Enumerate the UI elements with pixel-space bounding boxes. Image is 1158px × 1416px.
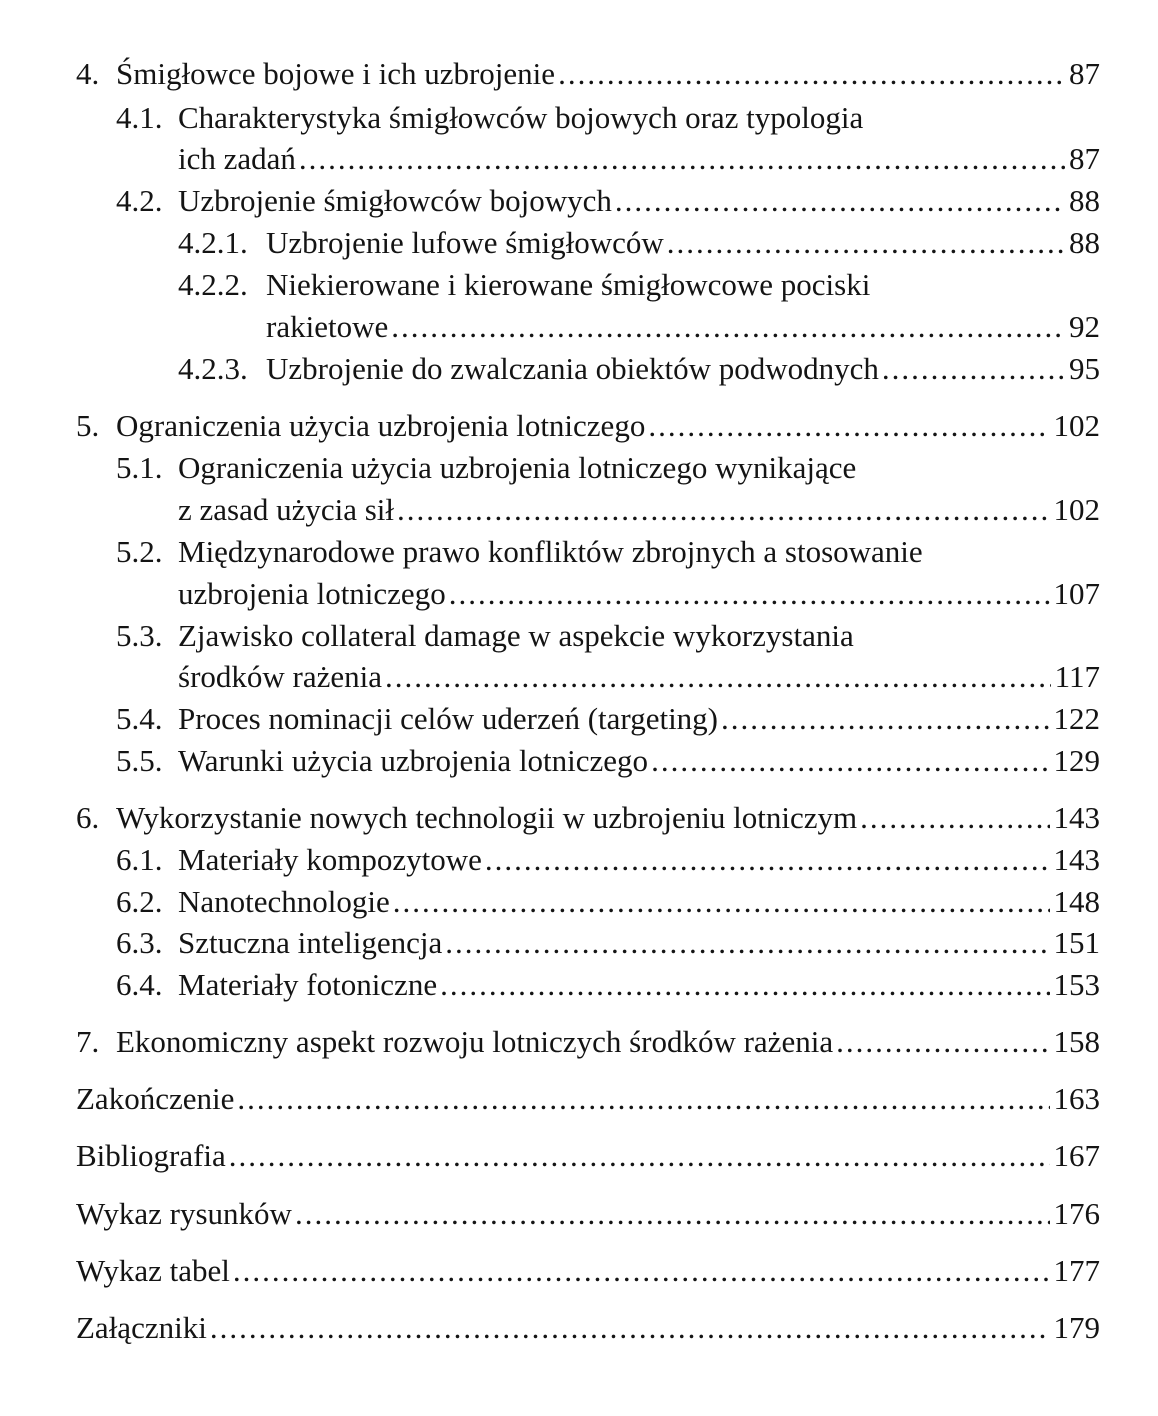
- toc-number: 6.4.: [116, 967, 163, 1002]
- toc-entry-conclusion[interactable]: [76, 1079, 1100, 1119]
- toc-number: 5.1.: [116, 450, 163, 485]
- toc-number: 4.2.3.: [178, 351, 248, 386]
- toc-title-line-1: Ograniczenia użycia uzbrojenia lotniczego wynikające: [178, 450, 857, 485]
- toc-page-number: 102: [1053, 408, 1100, 443]
- dot-leader: [445, 923, 1049, 963]
- toc-title: Uzbrojenie śmigłowców bojowych: [178, 183, 612, 218]
- toc-entry-5[interactable]: [76, 406, 1100, 446]
- toc-page-number: 163: [1053, 1081, 1100, 1116]
- toc-page-number: 88: [1069, 183, 1100, 218]
- toc-title: Nanotechnologie: [178, 884, 390, 919]
- toc-entry-4-2-1[interactable]: [178, 223, 1100, 263]
- toc-entry-4-2-2-first-line[interactable]: [178, 265, 870, 305]
- toc-title: Śmigłowce bojowe i ich uzbrojenie: [116, 56, 556, 91]
- toc-page-number: 107: [1053, 576, 1100, 611]
- toc-title: Proces nominacji celów uderzeń (targeting): [178, 701, 719, 736]
- toc-entry-4-2-2[interactable]: [266, 307, 1100, 347]
- toc-title-line-1: Międzynarodowe prawo konfliktów zbrojnych a stosowanie: [178, 534, 923, 569]
- toc-number: 7.: [76, 1024, 100, 1059]
- dot-leader: [558, 54, 1065, 94]
- toc-page-number: 158: [1053, 1024, 1100, 1059]
- dot-leader: [393, 882, 1050, 922]
- toc-entry-7[interactable]: [76, 1022, 1100, 1062]
- toc-number: 4.2.1.: [178, 225, 248, 260]
- toc-number: 5.3.: [116, 618, 163, 653]
- dot-leader: [385, 657, 1051, 697]
- toc-entry-5-2-first-line[interactable]: [116, 532, 923, 572]
- dot-leader: [397, 490, 1049, 530]
- toc-title: Wykaz tabel: [76, 1253, 230, 1288]
- dot-leader: [233, 1251, 1050, 1291]
- dot-leader: [882, 349, 1065, 389]
- dot-leader: [485, 840, 1050, 880]
- dot-leader: [237, 1079, 1049, 1119]
- toc-number: 5.5.: [116, 743, 163, 778]
- toc-title-line-1: Niekierowane i kierowane śmigłowcowe pociski: [266, 267, 871, 302]
- dot-leader: [648, 406, 1049, 446]
- toc-number: 4.2.2.: [178, 267, 248, 302]
- toc-page-number: 117: [1054, 659, 1100, 694]
- dot-leader: [615, 181, 1065, 221]
- toc-entry-list-of-tables[interactable]: [76, 1251, 1100, 1291]
- toc-number: 5.4.: [116, 701, 163, 736]
- toc-number: 6.2.: [116, 884, 163, 919]
- toc-page-number: 87: [1069, 56, 1100, 91]
- dot-leader: [667, 223, 1065, 263]
- dot-leader: [440, 965, 1049, 1005]
- toc-entry-5-1[interactable]: [178, 490, 1100, 530]
- toc-number: 4.2.: [116, 183, 163, 218]
- toc-entry-6[interactable]: [76, 798, 1100, 838]
- dot-leader: [295, 1194, 1050, 1234]
- toc-title: Ekonomiczny aspekt rozwoju lotniczych środków rażenia: [116, 1024, 834, 1059]
- toc-number: 4.: [76, 56, 100, 91]
- dot-leader: [651, 741, 1049, 781]
- toc-page-number: 151: [1053, 925, 1100, 960]
- toc-page-number: 176: [1053, 1196, 1100, 1231]
- dot-leader: [836, 1022, 1049, 1062]
- toc-number: 4.1.: [116, 100, 163, 135]
- dot-leader: [721, 699, 1049, 739]
- toc-title: Wykaz rysunków: [76, 1196, 292, 1231]
- dot-leader: [299, 139, 1065, 179]
- toc-entry-5-2[interactable]: [178, 574, 1100, 614]
- toc-page-number: 153: [1053, 967, 1100, 1002]
- toc-page-number: 88: [1069, 225, 1100, 260]
- toc-title: Materiały fotoniczne: [178, 967, 438, 1002]
- toc-number: 5.: [76, 408, 100, 443]
- toc-entry-4-2[interactable]: [116, 181, 1100, 221]
- toc-entry-4-1[interactable]: [178, 139, 1100, 179]
- toc-entry-5-3[interactable]: [178, 657, 1100, 697]
- toc-title: z zasad użycia sił: [178, 492, 395, 527]
- toc-title: rakietowe: [266, 309, 389, 344]
- dot-leader: [210, 1308, 1050, 1348]
- toc-title: Warunki użycia uzbrojenia lotniczego: [178, 743, 649, 778]
- toc-page-number: 87: [1069, 141, 1100, 176]
- toc-title-line-1: Charakterystyka śmigłowców bojowych oraz typologia: [178, 100, 864, 135]
- toc-title: Uzbrojenie do zwalczania obiektów podwodnych: [266, 351, 879, 386]
- toc-page-number: 129: [1053, 743, 1100, 778]
- toc-page-number: 102: [1053, 492, 1100, 527]
- toc-entry-5-5[interactable]: [116, 741, 1100, 781]
- toc-entry-bibliography[interactable]: [76, 1136, 1100, 1176]
- toc-title: Zakończenie: [76, 1081, 235, 1116]
- toc-title: Ograniczenia użycia uzbrojenia lotniczego: [116, 408, 646, 443]
- toc-title: Wykorzystanie nowych technologii w uzbrojeniu lotniczym: [116, 800, 858, 835]
- toc-entry-6-2[interactable]: [116, 882, 1100, 922]
- toc-entry-5-1-first-line[interactable]: [116, 448, 856, 488]
- toc-page-number: 92: [1069, 309, 1100, 344]
- toc-title: ich zadań: [178, 141, 296, 176]
- toc-title: środków rażenia: [178, 659, 382, 694]
- toc-title: Materiały kompozytowe: [178, 842, 482, 877]
- toc-entry-4[interactable]: [76, 54, 1100, 94]
- dot-leader: [391, 307, 1065, 347]
- toc-entry-appendices[interactable]: [76, 1308, 1100, 1348]
- toc-entry-5-4[interactable]: [116, 699, 1100, 739]
- toc-title: Bibliografia: [76, 1138, 226, 1173]
- toc-entry-list-of-figures[interactable]: [76, 1194, 1100, 1234]
- toc-entry-4-2-3[interactable]: [178, 349, 1100, 389]
- toc-title: Załączniki: [76, 1310, 207, 1345]
- toc-number: 5.2.: [116, 534, 163, 569]
- toc-page-number: 179: [1053, 1310, 1100, 1345]
- toc-entry-6-3[interactable]: [116, 923, 1100, 963]
- dot-leader: [860, 798, 1049, 838]
- toc-page-number: 177: [1053, 1253, 1100, 1288]
- toc-title: Sztuczna inteligencja: [178, 925, 443, 960]
- toc-entry-5-3-first-line[interactable]: [116, 616, 854, 656]
- toc-entry-6-4[interactable]: [116, 965, 1100, 1005]
- toc-page-number: 167: [1053, 1138, 1100, 1173]
- toc-number: 6.: [76, 800, 100, 835]
- dot-leader: [229, 1136, 1050, 1176]
- toc-page-number: 143: [1053, 800, 1100, 835]
- toc-page-number: 148: [1053, 884, 1100, 919]
- toc-entry-4-1-first-line[interactable]: [116, 98, 863, 138]
- toc-page-number: 95: [1069, 351, 1100, 386]
- toc-entry-6-1[interactable]: [116, 840, 1100, 880]
- toc-number: 6.1.: [116, 842, 163, 877]
- toc-title-line-1: Zjawisko collateral damage w aspekcie wykorzystania: [178, 618, 854, 653]
- dot-leader: [449, 574, 1050, 614]
- toc-title: Uzbrojenie lufowe śmigłowców: [266, 225, 664, 260]
- toc-number: 6.3.: [116, 925, 163, 960]
- toc-title: uzbrojenia lotniczego: [178, 576, 446, 611]
- toc-page-number: 122: [1053, 701, 1100, 736]
- toc-page-number: 143: [1053, 842, 1100, 877]
